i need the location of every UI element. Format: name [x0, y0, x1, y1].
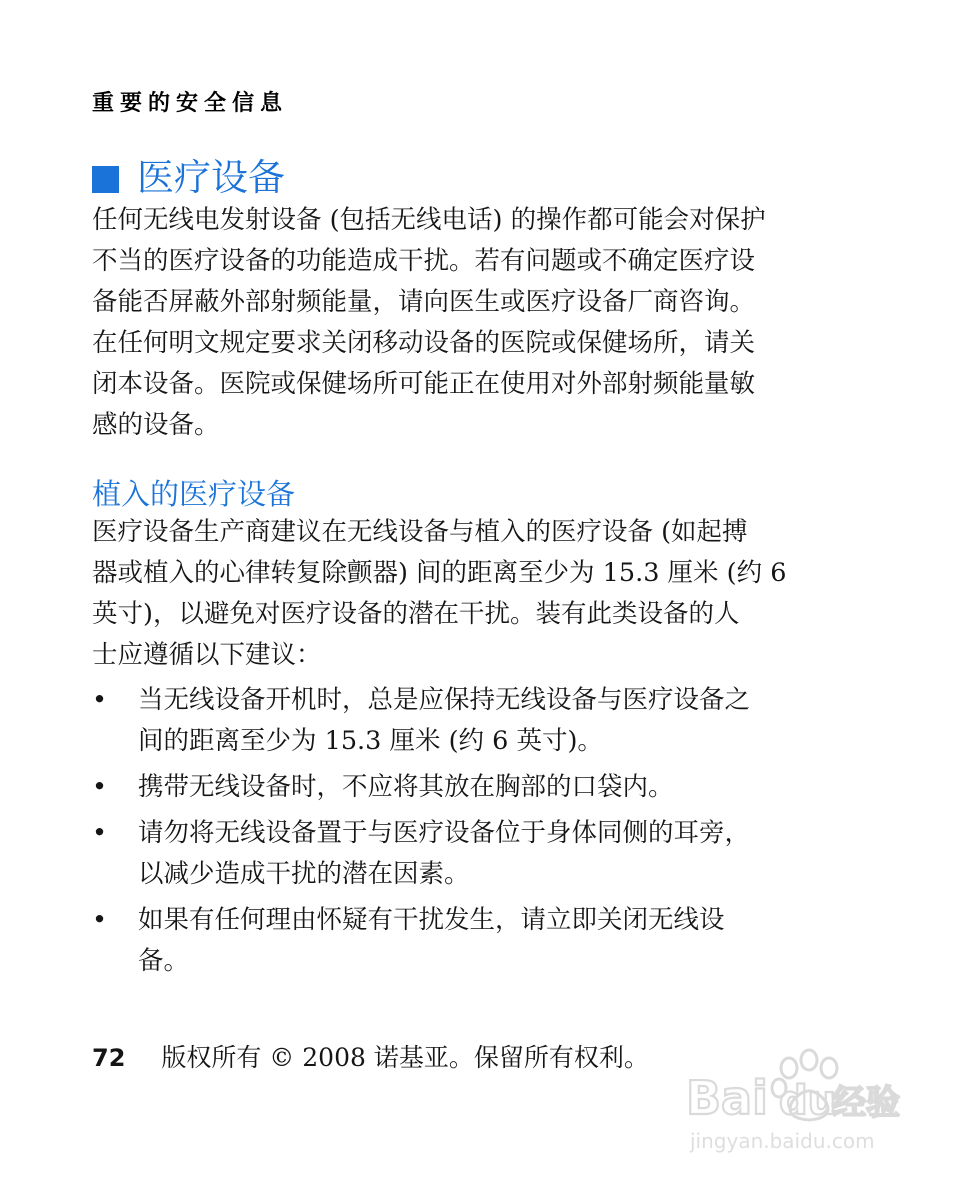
paragraph-line: 器或植入的心律转复除颤器) 间的距离至少为 15.3 厘米 (约 6	[92, 558, 787, 588]
list-item	[92, 813, 852, 895]
paragraph-line: 在任何明文规定要求关闭移动设备的医院或保健场所，请关	[92, 328, 756, 358]
page-footer	[92, 1038, 649, 1078]
paragraph-line: 闭本设备。医院或保健场所可能正在使用对外部射频能量敏	[92, 369, 756, 399]
paragraph-line: 感的设备。	[92, 410, 220, 440]
bullet-icon: •	[92, 772, 108, 802]
bullet-icon: •	[92, 905, 108, 935]
list-item	[92, 900, 852, 982]
paragraph-line: 士应遵循以下建议：	[92, 640, 322, 670]
heading-square-icon	[92, 166, 119, 193]
list-item-line: 携带无线设备时，不应将其放在胸部的口袋内。	[138, 772, 674, 802]
paragraph-line: 英寸)，以避免对医疗设备的潜在干扰。装有此类设备的人	[92, 599, 740, 629]
list-item-line: 间的距离至少为 15.3 厘米 (约 6 英寸)。	[138, 726, 603, 756]
list-item-line: 以减少造成干扰的潜在因素。	[138, 859, 470, 889]
paragraph-line: 任何无线电发射设备 (包括无线电话) 的操作都可能会对保护	[92, 205, 766, 235]
svg-text:du: du	[779, 1078, 837, 1124]
paragraph-line: 不当的医疗设备的功能造成干扰。若有问题或不确定医疗设	[92, 246, 756, 276]
page-number: 72	[92, 1044, 126, 1072]
paragraph-line: 医疗设备生产商建议在无线设备与植入的医疗设备 (如起搏	[92, 517, 748, 547]
bullet-icon: •	[92, 685, 108, 715]
svg-text:jingyan.baidu.com: jingyan.baidu.com	[690, 1129, 875, 1153]
list-item	[92, 680, 852, 762]
list-item	[92, 767, 852, 808]
section-title: 医疗设备	[137, 156, 285, 199]
intro-paragraph	[92, 200, 832, 446]
list-item-line: 请勿将无线设备置于与医疗设备位于身体同侧的耳旁，	[138, 818, 751, 848]
subsection-title: 植入的医疗设备	[92, 477, 296, 511]
running-header: 重要的安全信息	[92, 91, 289, 116]
list-item-line: 备。	[138, 946, 190, 976]
svg-text:Bai: Bai	[686, 1071, 768, 1125]
implant-paragraph	[92, 512, 832, 676]
bullet-icon: •	[92, 818, 108, 848]
svg-text:经验: 经验	[832, 1083, 900, 1123]
copyright-notice: 版权所有 © 2008 诺基亚。保留所有权利。	[161, 1043, 649, 1072]
recommendation-list	[92, 680, 852, 987]
paragraph-line: 备能否屏蔽外部射频能量，请向医生或医疗设备厂商咨询。	[92, 287, 756, 317]
list-item-line: 当无线设备开机时，总是应保持无线设备与医疗设备之	[138, 685, 751, 715]
baidu-jingyan-watermark-logo	[684, 1040, 914, 1160]
section-heading	[92, 152, 285, 204]
list-item-line: 如果有任何理由怀疑有干扰发生，请立即关闭无线设	[138, 905, 725, 935]
